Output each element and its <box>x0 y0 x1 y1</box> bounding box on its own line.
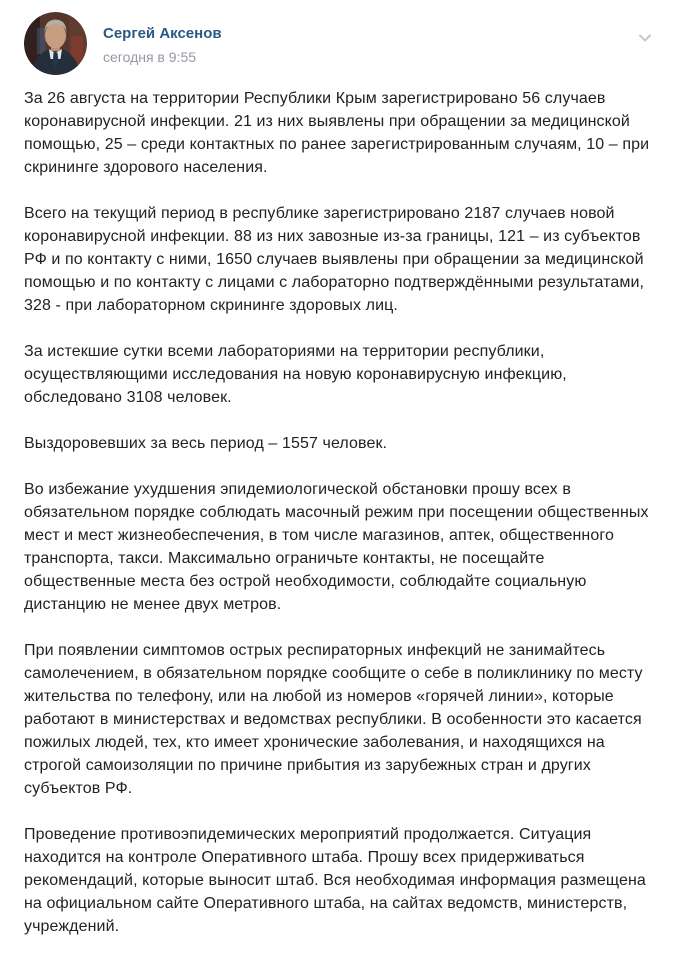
post-paragraph: За истекшие сутки всеми лабораториями на территории республики, осуществляющими исследования на новую коронавирусную инфекцию, обследовано 3108 человек. <box>24 343 567 406</box>
post-paragraph: При появлении симптомов острых респираторных инфекций не занимайтесь самолечением, в обязательном порядке сообщите о себе в поликлинику по месту жительства по телефону, или на любой из номеров «горячей линии», которые работают в министерствах и ведомствах республики. В особенности это касается пожилых людей, тех, кто имеет хронические заболевания, и находящихся на строгой самоизоляции по причине прибытия из зарубежных стран и других субъектов РФ. <box>24 642 643 797</box>
post-text <box>24 87 656 938</box>
author-name-link[interactable]: Сергей Аксенов <box>103 25 222 42</box>
post-paragraph: За 26 августа на территории Республики Крым зарегистрировано 56 случаев коронавирусной инфекции. 21 из них выявлены при обращении за медицинской помощью, 25 – среди контактных по ранее зарегистрированным случаям, 10 – при скрининге здорового населения. <box>24 90 650 176</box>
post-paragraph: Всего на текущий период в республике зарегистрировано 2187 случаев новой коронавирусной инфекции. 88 из них завозные из-за границы, 121 – из субъектов РФ и по контакту с ними, 1650 случаев выявлены при обращении за медицинской помощью и по контакту с лицами с лабораторно подтверждёнными результатами, 328 - при лабораторном скрининге здоровых лиц. <box>24 205 645 314</box>
chevron-down-icon <box>636 29 654 50</box>
post-paragraph: Во избежание ухудшения эпидемиологической обстановки прошу всех в обязательном порядке соблюдать масочный режим при посещении общественных мест и мест жизнеобеспечения, в том числе магазинов, аптек, общественного транспорта, такси. Максимально ограничьте контакты, не посещайте общественные места без острой необходимости, соблюдайте социальную дистанцию не менее двух метров. <box>24 481 649 613</box>
portrait-photo-icon <box>24 12 87 75</box>
post-menu-button[interactable] <box>634 28 656 50</box>
post-timestamp[interactable]: сегодня в 9:55 <box>103 49 197 65</box>
post-header <box>0 0 680 75</box>
post-paragraph: Проведение противоэпидемических мероприятий продолжается. Ситуация находится на контроле Оперативного штаба. Прошу всех придерживаться рекомендаций, которые выносит штаб. Вся необходимая информация размещена на официальном сайте Оперативного штаба, на сайтах ведомств, министерств, учреждений. <box>24 826 646 935</box>
post-header-info <box>103 12 222 66</box>
author-avatar[interactable] <box>24 12 87 75</box>
post-paragraph: Выздоровевших за весь период – 1557 человек. <box>24 435 388 452</box>
